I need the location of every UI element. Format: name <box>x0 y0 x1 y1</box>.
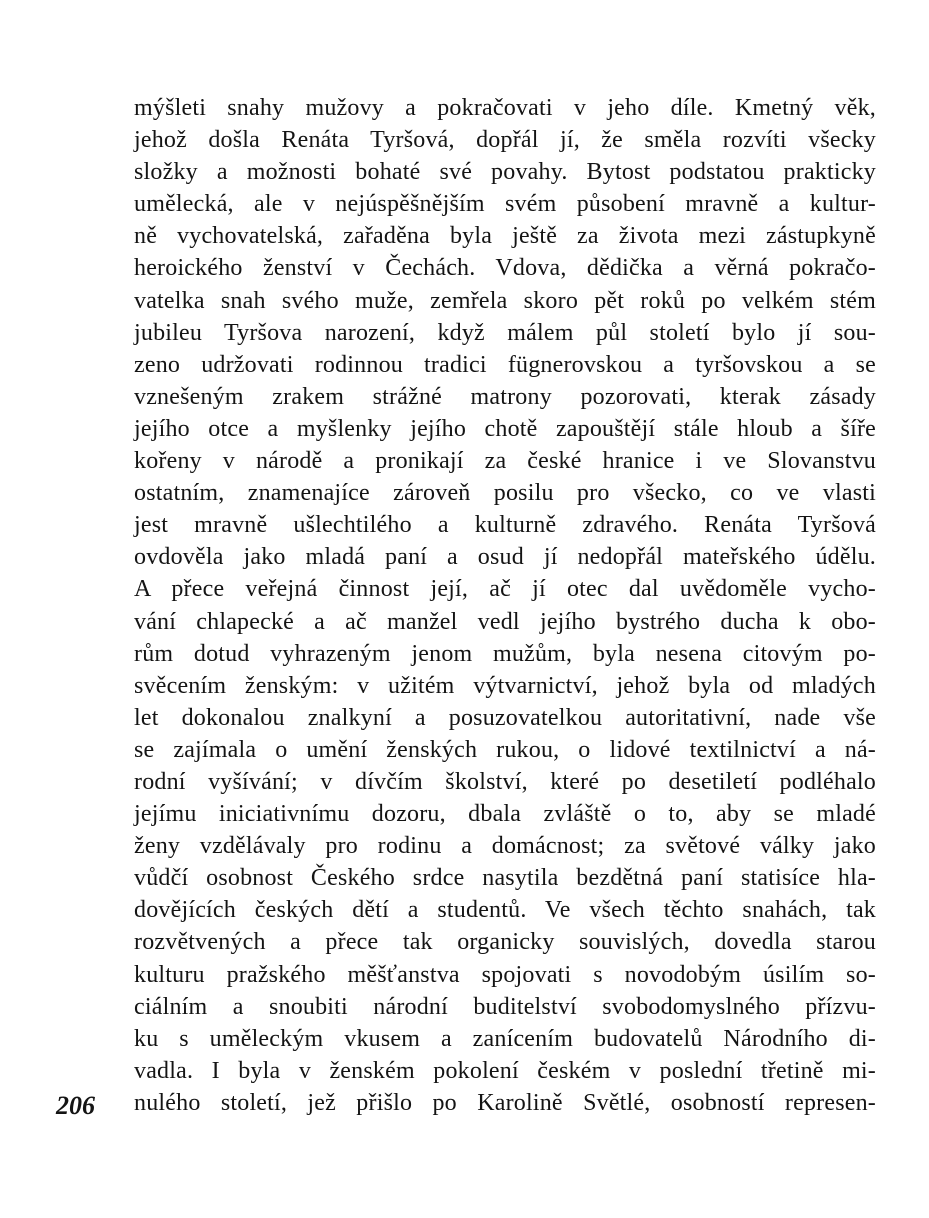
text-line: jubileu Tyršova narození, když málem půl století bylo jí sou- <box>134 319 876 346</box>
page-number: 206 <box>56 1091 95 1120</box>
text-line: vání chlapecké a ač manžel vedl jejího bystrého ducha k obo- <box>134 608 876 635</box>
text-line: ovdověla jako mladá paní a osud jí nedopřál mateřského údělu. <box>134 544 876 571</box>
text-line: složky a možnosti bohaté své povahy. Bytost podstatou prakticky <box>134 159 876 186</box>
text-line: ně vychovatelská, zařaděna byla ještě za života mezi zástupkyně <box>134 223 876 250</box>
text-line: vůdčí osobnost Českého srdce nasytila bezdětná paní statisíce hla- <box>134 865 876 892</box>
text-line: vznešeným zrakem strážné matrony pozorovati, kterak zásady <box>134 383 876 410</box>
text-line: se zajímala o umění ženských rukou, o lidové textilnictví a ná- <box>134 736 876 763</box>
text-line: jehož došla Renáta Tyršová, dopřál jí, že směla rozvíti všecky <box>134 127 876 154</box>
text-line: kulturu pražského měšťanstva spojovati s novodobým úsilím so- <box>134 961 876 988</box>
text-line: jest mravně ušlechtilého a kulturně zdravého. Renáta Tyršová <box>134 512 876 539</box>
body-text <box>134 92 876 1119</box>
text-line: mýšleti snahy mužovy a pokračovati v jeho díle. Kmetný věk, <box>134 95 876 121</box>
text-line: rům dotud vyhrazeným jenom mužům, byla nesena citovým po- <box>134 640 876 667</box>
text-line: zeno udržovati rodinnou tradici fügnerovskou a tyršovskou a se <box>134 351 876 378</box>
text-line: vadla. I byla v ženském pokolení českém v poslední třetině mi- <box>134 1057 876 1084</box>
text-line: jejího otce a myšlenky jejího chotě zapouštějí stále hloub a šíře <box>134 415 876 442</box>
text-line: ženy vzdělávaly pro rodinu a domácnost; za světové války jako <box>134 833 876 860</box>
text-line: jejímu iniciativnímu dozoru, dbala zvláště o to, aby se mladé <box>134 801 876 828</box>
text-line: umělecká, ale v nejúspěšnějším svém působení mravně a kultur- <box>134 191 876 218</box>
text-line: vatelka snah svého muže, zemřela skoro pět roků po velkém stém <box>134 287 876 314</box>
text-line: ku s uměleckým vkusem a zanícením budovatelů Národního di- <box>134 1025 876 1052</box>
text-line: A přece veřejná činnost její, ač jí otec dal uvědoměle vycho- <box>134 576 876 603</box>
text-line: dovějících českých dětí a studentů. Ve všech těchto snahách, tak <box>134 897 876 924</box>
text-line: rodní vyšívání; v dívčím školství, které po desetiletí podléhalo <box>134 768 876 795</box>
text-line: rozvětvených a přece tak organicky souvislých, dovedla starou <box>134 929 876 956</box>
text-line: nulého století, jež přišlo po Karolině Světlé, osobností represen- <box>134 1089 876 1116</box>
text-line: heroického ženství v Čechách. Vdova, dědička a věrná pokračo- <box>134 255 876 282</box>
text-line: ciálním a snoubiti národní buditelství svobodomyslného přízvu- <box>134 993 876 1020</box>
text-line: ostatním, znamenajíce zároveň posilu pro všecko, co ve vlasti <box>134 480 876 507</box>
text-line: let dokonalou znalkyní a posuzovatelkou autoritativní, nade vše <box>134 704 876 731</box>
text-line: svěcením ženským: v užitém výtvarnictví, jehož byla od mladých <box>134 672 876 699</box>
text-line: kořeny v národě a pronikají za české hranice i ve Slovanstvu <box>134 448 876 475</box>
